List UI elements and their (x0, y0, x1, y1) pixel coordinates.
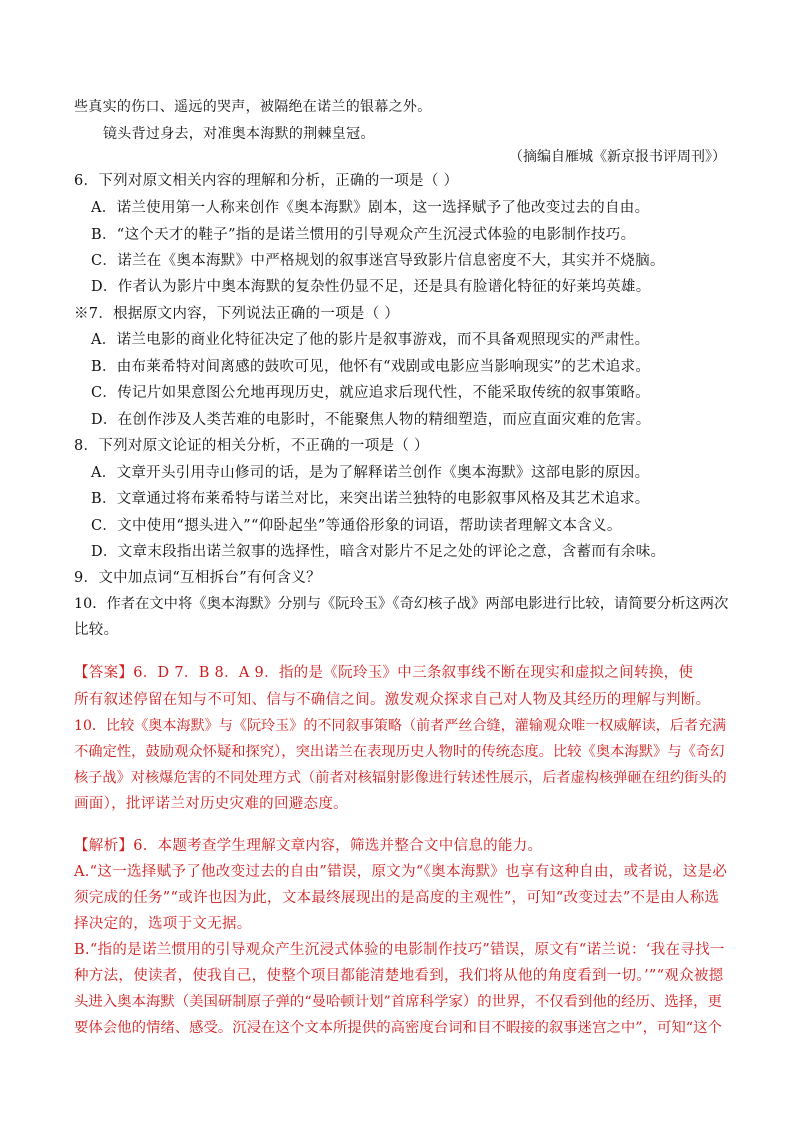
q8-stem: 8．下列对原文论证的相关分析，不正确的一项是（ ） (74, 438, 429, 454)
q8-option-a: A．文章开头引用寺山修司的话，是为了解释诺兰创作《奥本海默》这部电影的原因。 (91, 465, 650, 481)
q10-stem-line-1: 10．作者在文中将《奥本海默》分别与《阮玲玉》《奇幻核子战》两部电影进行比较，请简要分析这两次 (74, 596, 729, 612)
q7-option-b: B．由布莱希特对间离感的鼓吹可见，他怀有“戏剧或电影应当影响现实”的艺术追求。 (91, 359, 651, 375)
q10-stem-line-2: 比较。 (74, 622, 119, 638)
answer-line-4: 不确定性，鼓励观众怀疑和探究），突出诺兰在表现历史人物时的传统态度。比较《奥本海默》与《奇幻 (74, 744, 725, 760)
analysis-text-1: 6．本题考查学生理解文章内容，筛选并整合文中信息的能力。 (133, 838, 543, 854)
analysis-line-5: B.“指的是诺兰惯用的引导观众产生沉浸式体验的电影制作技巧”错误，原文有“诺兰说：‘我在寻找一 (74, 942, 725, 958)
analysis-line-3: 须完成的任务”“或许也因为此，文本最终展现出的是高度的主观性”，可知“改变过去”不是由人称选 (74, 890, 720, 906)
q7-option-c: C．传记片如果意图公允地再现历史，就应追求后现代性，不能采取传统的叙事策略。 (91, 385, 650, 401)
passage-line-1: 些真实的伤口、遥远的哭声，被隔绝在诺兰的银幕之外。 (74, 99, 432, 115)
answer-line-5: 核子战》对核爆危害的不同处理方式（前者对核辐射影像进行转述性展示，后者虚构核弹砸在纽约街头的 (74, 770, 727, 786)
analysis-line-7: 头进入奥本海默（美国研制原子弹的“曼哈顿计划”首席科学家）的世界，不仅看到他的经历、选择，更 (74, 994, 722, 1010)
analysis-tag: 【解析】 (74, 838, 134, 854)
answer-text-1: 6．D 7．B 8．A 9．指的是《阮玲玉》中三条叙事线不断在现实和虚拟之间转换，使 (133, 665, 694, 681)
q7-stem: ※7．根据原文内容，下列说法正确的一项是（ ） (74, 306, 400, 322)
analysis-line-1 (74, 836, 542, 856)
answer-line-1 (74, 663, 693, 683)
q8-option-d: D．文章末段指出诺兰叙事的选择性，暗含对影片不足之处的评论之意，含蓄而有余味。 (91, 544, 666, 560)
q6-option-a: A．诺兰使用第一人称来创作《奥本海默》剧本，这一选择赋予了他改变过去的自由。 (91, 200, 650, 216)
answer-tag: 【答案】 (74, 665, 134, 681)
q6-option-b: B．“这个天才的鞋子”指的是诺兰惯用的引导观众产生沉浸式体验的电影制作技巧。 (91, 227, 636, 243)
answer-line-2: 所有叙述停留在知与不可知、信与不确信之间。激发观众探求自己对人物及其经历的理解与判断。 (74, 692, 711, 708)
answer-line-6: 画面），批评诺兰对历史灾难的回避态度。 (74, 796, 348, 812)
q6-option-d: D．作者认为影片中奥本海默的复杂性仍显不足，还是具有脸谱化特征的好莱坞英雄。 (91, 279, 651, 295)
q8-option-c: C．文中使用“摁头进入”“仰卧起坐”等通俗形象的词语，帮助读者理解文本含义。 (91, 518, 622, 534)
q6-stem: 6．下列对原文相关内容的理解和分析，正确的一项是（ ） (74, 173, 459, 189)
q8-option-b: B．文章通过将布莱希特与诺兰对比，来突出诺兰独特的电影叙事风格及其艺术追求。 (91, 491, 650, 507)
q6-option-c: C．诺兰在《奥本海默》中严格规划的叙事迷宫导致影片信息密度不大，其实并不烧脑。 (91, 253, 665, 269)
passage-source: （摘编自雁城《新京报书评周刊》） (509, 149, 726, 165)
answer-line-3: 10．比较《奥本海默》与《阮玲玉》的不同叙事策略（前者严丝合缝，灌输观众唯一权威解读，后者充满 (74, 718, 727, 734)
q7-option-a: A．诺兰电影的商业化特征决定了他的影片是叙事游戏，而不具备观照现实的严肃性。 (91, 332, 650, 348)
q9-stem: 9．文中加点词“互相拆台”有何含义？ (74, 570, 321, 586)
passage-line-2: 镜头背过身去，对准奥本海默的荆棘皇冠。 (103, 126, 375, 142)
analysis-line-4: 择决定的，选项于文无据。 (74, 916, 252, 932)
analysis-line-2: A.“这一选择赋予了他改变过去的自由”错误，原文为“《奥本海默》也享有这种自由，或者说，这是必 (74, 864, 728, 880)
analysis-line-8: 要体会他的情绪、感受。沉浸在这个文本所提供的高密度台词和目不暇接的叙事迷宫之中”，可知“这个 (74, 1020, 722, 1036)
q7-option-d: D．在创作涉及人类苦难的电影时，不能聚焦人物的精细塑造，而应直面灾难的危害。 (91, 412, 651, 428)
analysis-line-6: 种方法，使读者，使我自己，使整个项目都能清楚地看到，我们将从他的角度看到一切。’”“观众被摁 (74, 968, 724, 984)
